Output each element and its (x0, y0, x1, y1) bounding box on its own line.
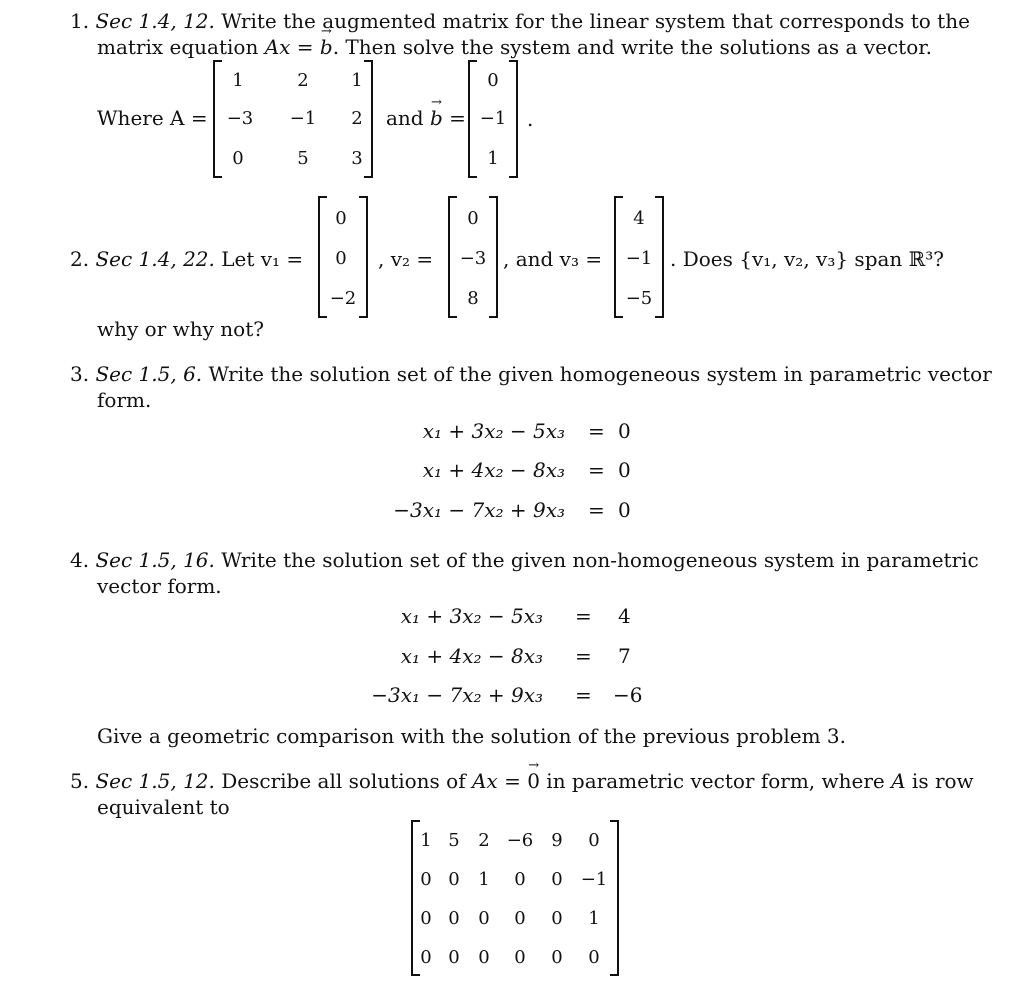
matrix-cell: −1 (580, 869, 608, 890)
problem-4-followup: Give a geometric comparison with the solution of the previous problem 3. (97, 724, 847, 748)
matrix-cell: 5 (448, 830, 460, 851)
eq-lhs: Ax (264, 35, 291, 59)
equation-rhs: 0 (618, 498, 631, 522)
matrix-cell: 0 (420, 947, 432, 968)
matrix-cell: 0 (478, 947, 490, 968)
matrix-cell: 1 (420, 830, 432, 851)
where-label: Where A = (97, 106, 208, 130)
matrix-cell: −3 (226, 108, 254, 129)
problem-text: matrix equation (97, 35, 265, 59)
equation-rhs: −6 (613, 683, 643, 707)
problem-4-line-1 (70, 547, 979, 573)
vector-entry: −3 (459, 248, 487, 269)
problem-2-followup: why or why not? (97, 317, 264, 341)
matrix-cell: −1 (289, 108, 317, 129)
problem-number: 2. (70, 247, 90, 271)
matrix-cell: −6 (506, 830, 534, 851)
vector-entry: −2 (329, 288, 357, 309)
vector-entry: −1 (479, 108, 507, 129)
v2-label: , v₂ = (378, 247, 434, 271)
matrix-cell: 5 (297, 148, 309, 169)
v3-label: , and v₃ = (503, 247, 603, 271)
period: . (527, 107, 534, 131)
matrix-cell: 2 (478, 830, 490, 851)
matrix-cell: 0 (420, 908, 432, 929)
equals-sign: = (588, 498, 605, 522)
and-b-label: and → b = (386, 105, 466, 131)
let-label: Let v₁ = (221, 247, 304, 271)
span-question: . Does {v₁, v₂, v₃} span ℝ³? (670, 247, 945, 271)
problem-1-line-2: matrix equation Ax = → b. Then solve the system and write the solutions as a vector. (97, 34, 932, 60)
problem-4-line-2: vector form. (97, 574, 222, 598)
vector-entry: 4 (633, 208, 645, 229)
equation-lhs: −3x₁ − 7x₂ + 9x₃ (393, 498, 565, 522)
matrix-cell: 2 (351, 108, 363, 129)
matrix-cell: 0 (551, 908, 563, 929)
equation-lhs: x₁ + 3x₂ − 5x₃ (400, 604, 543, 628)
problem-text: . Then solve the system and write the solutions as a vector. (332, 35, 932, 59)
matrix-cell: 0 (588, 830, 600, 851)
zero-vector: → 0 (527, 768, 540, 794)
problem-text: Write the augmented matrix for the linear system that corresponds to the (221, 9, 970, 33)
vector-entry: −5 (625, 288, 653, 309)
equals-sign: = (588, 419, 605, 443)
matrix-cell: 9 (551, 830, 563, 851)
problem-number: 5. (70, 769, 90, 793)
matrix-cell: 0 (551, 869, 563, 890)
problem-text: Describe all solutions of (221, 769, 472, 793)
equation-rhs: 0 (618, 458, 631, 482)
equation-rhs: 4 (618, 604, 631, 628)
problem-1-line-1 (70, 8, 970, 34)
vector-entry: −1 (625, 248, 653, 269)
matrix-cell: 2 (297, 70, 309, 91)
problem-text: Write the solution set of the given non-homogeneous system in parametric (221, 548, 979, 572)
problem-number: 3. (70, 362, 90, 386)
matrix-cell: 0 (448, 869, 460, 890)
problem-2-line-1 (70, 246, 303, 272)
vector-entry: 8 (467, 288, 479, 309)
equals-sign: = (575, 644, 592, 668)
matrix-cell: 0 (232, 148, 244, 169)
equation-lhs: x₁ + 4x₂ − 8x₃ (400, 644, 543, 668)
matrix-cell: 0 (448, 908, 460, 929)
matrix-cell: 1 (351, 70, 363, 91)
problem-text: in parametric vector form, where (539, 769, 892, 793)
vector-entry: 0 (487, 70, 499, 91)
matrix-cell: 0 (514, 869, 526, 890)
matrix-cell: 0 (588, 947, 600, 968)
problem-5-line-2: equivalent to (97, 795, 230, 819)
section-reference: Sec 1.5, 6. (95, 362, 203, 386)
equation-lhs: x₁ + 3x₂ − 5x₃ (422, 419, 565, 443)
vector-b: → b (320, 34, 333, 60)
vector-entry: 1 (487, 148, 499, 169)
matrix-cell: 0 (514, 947, 526, 968)
section-reference: Sec 1.4, 22. (95, 247, 215, 271)
matrix-cell: 0 (448, 947, 460, 968)
matrix-cell: 0 (478, 908, 490, 929)
equation-lhs: −3x₁ − 7x₂ + 9x₃ (371, 683, 543, 707)
matrix-cell: 1 (588, 908, 600, 929)
matrix-cell: 1 (478, 869, 490, 890)
problem-number: 1. (70, 9, 90, 33)
matrix-cell: 0 (514, 908, 526, 929)
eq-lhs: Ax (471, 769, 498, 793)
section-reference: Sec 1.4, 12. (95, 9, 215, 33)
matrix-cell: 0 (551, 947, 563, 968)
matrix-cell: 3 (351, 148, 363, 169)
problem-3-line-2: form. (97, 388, 152, 412)
equation-rhs: 7 (618, 644, 631, 668)
problem-number: 4. (70, 548, 90, 572)
problem-3-line-1 (70, 361, 992, 387)
equals-sign: = (588, 458, 605, 482)
vector-entry: 0 (467, 208, 479, 229)
equals-sign: = (575, 604, 592, 628)
problem-text: Write the solution set of the given homogeneous system in parametric vector (208, 362, 992, 386)
section-reference: Sec 1.5, 12. (95, 769, 215, 793)
matrix-A-label: A (891, 769, 906, 793)
problem-text: is row (905, 769, 974, 793)
matrix-cell: 0 (420, 869, 432, 890)
section-reference: Sec 1.5, 16. (95, 548, 215, 572)
vector-entry: 0 (335, 208, 347, 229)
equation-lhs: x₁ + 4x₂ − 8x₃ (422, 458, 565, 482)
vector-entry: 0 (335, 248, 347, 269)
matrix-cell: 1 (232, 70, 244, 91)
equals-sign: = (575, 683, 592, 707)
equation-rhs: 0 (618, 419, 631, 443)
problem-5-line-1: 5. Sec 1.5, 12. Describe all solutions of Ax = → 0 in parametric vector form, where A is row (70, 768, 974, 794)
